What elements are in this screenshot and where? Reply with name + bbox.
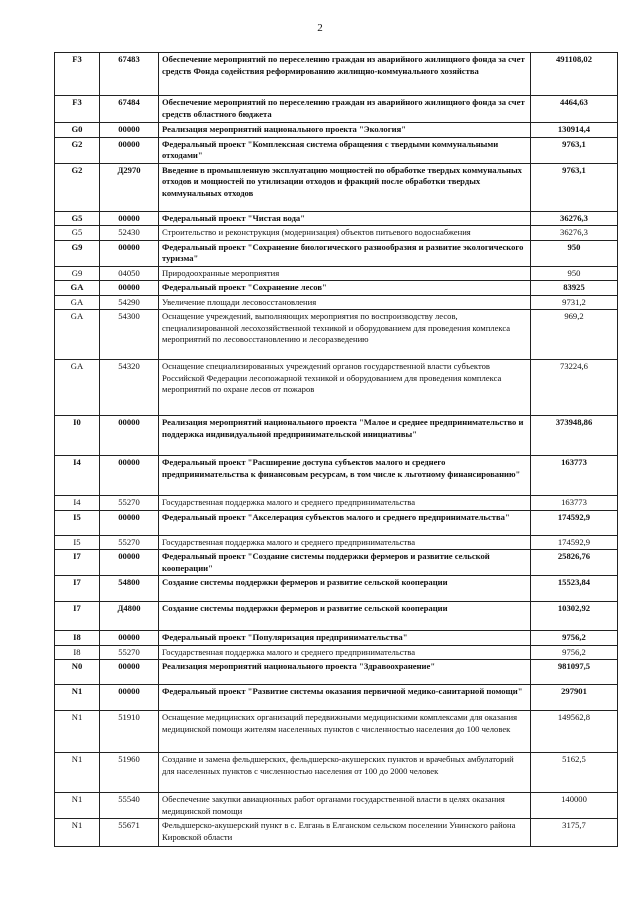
row-amount-cell: 15523,84 [531,576,618,602]
row-code-cell: G5 [55,226,100,241]
row-description-cell: Федеральный проект "Акселерация субъектов малого и среднего предпринимательства" [159,510,531,535]
row-description-cell: Государственная поддержка малого и среднего предпринимательства [159,496,531,511]
row-number-cell: 00000 [100,240,159,266]
row-description-cell: Федеральный проект "Сохранение лесов" [159,281,531,296]
row-number-cell: 00000 [100,416,159,456]
row-number-cell: 00000 [100,137,159,163]
row-code-cell: F3 [55,53,100,96]
row-number-cell: Д4800 [100,602,159,631]
table-row [55,53,618,96]
row-number-cell: 00000 [100,211,159,226]
row-code-cell: GA [55,281,100,296]
row-amount-cell: 9763,1 [531,137,618,163]
row-code-cell: I4 [55,456,100,496]
row-amount-cell: 149562,8 [531,711,618,753]
row-amount-cell: 491108,02 [531,53,618,96]
table-row [55,576,618,602]
row-amount-cell: 373948,86 [531,416,618,456]
row-amount-cell: 4464,63 [531,96,618,123]
row-number-cell: 00000 [100,660,159,685]
row-code-cell: I5 [55,510,100,535]
row-number-cell: Д2970 [100,163,159,211]
row-number-cell: 54290 [100,295,159,310]
row-description-cell: Государственная поддержка малого и среднего предпринимательства [159,535,531,550]
table-row [55,211,618,226]
row-amount-cell: 174592,9 [531,510,618,535]
row-amount-cell: 9731,2 [531,295,618,310]
table-row [55,645,618,660]
row-code-cell: G9 [55,266,100,281]
row-code-cell: N1 [55,793,100,819]
row-number-cell: 55671 [100,819,159,847]
row-number-cell: 51960 [100,753,159,793]
row-description-cell: Обеспечение закупки авиационных работ органами государственной власти в целях оказания медицинской помощи [159,793,531,819]
row-description-cell: Федеральный проект "Развитие системы оказания первичной медико-санитарной помощи" [159,685,531,711]
table-row [55,163,618,211]
row-description-cell: Реализация мероприятий национального проекта "Малое и среднее предпринимательство и поддержка индивидуальной предпринимательской инициативы" [159,416,531,456]
row-number-cell: 54800 [100,576,159,602]
row-amount-cell: 9756,2 [531,645,618,660]
row-amount-cell: 73224,6 [531,360,618,416]
row-amount-cell: 950 [531,266,618,281]
table-row [55,416,618,456]
row-code-cell: I7 [55,550,100,576]
row-description-cell: Создание системы поддержки фермеров и развитие сельской кооперации [159,576,531,602]
row-description-cell: Оснащение медицинских организаций передвижными медицинскими комплексами для оказания медицинской помощи жителям населенных пунктов с численностью населения до 100 человек [159,711,531,753]
row-description-cell: Федеральный проект "Расширение доступа субъектов малого и среднего предпринимательства к финансовым ресурсам, в том числе к льготному финансированию" [159,456,531,496]
table-row [55,793,618,819]
row-description-cell: Увеличение площади лесовосстановления [159,295,531,310]
row-description-cell: Введение в промышленную эксплуатацию мощностей по обработке твердых коммунальных отходов и мощностей по утилизации отходов и фракций после обработки твердых коммунальных отходов [159,163,531,211]
row-description-cell: Оснащение специализированных учреждений органов государственной власти субъектов Российской Федерации лесопожарной техникой и оборудованием для проведения комплекса мероприятий по охране лесов от пожаров [159,360,531,416]
row-amount-cell: 950 [531,240,618,266]
row-number-cell: 54320 [100,360,159,416]
table-row [55,535,618,550]
row-description-cell: Природоохранные мероприятия [159,266,531,281]
row-description-cell: Оснащение учреждений, выполняющих мероприятия по воспроизводству лесов, специализированной лесохозяйственной техникой и оборудованием для проведения комплекса мероприятий по лесовосстановлению и лесоразведению [159,310,531,360]
row-number-cell: 55270 [100,645,159,660]
row-amount-cell: 163773 [531,456,618,496]
row-number-cell: 67483 [100,53,159,96]
row-code-cell: GA [55,295,100,310]
budget-table-body [55,53,618,847]
row-code-cell: N0 [55,660,100,685]
row-number-cell: 00000 [100,123,159,138]
row-code-cell: I7 [55,602,100,631]
table-row [55,685,618,711]
row-code-cell: G2 [55,163,100,211]
row-code-cell: G0 [55,123,100,138]
table-row [55,123,618,138]
budget-table [54,52,618,847]
row-number-cell: 67484 [100,96,159,123]
row-number-cell: 00000 [100,456,159,496]
row-number-cell: 00000 [100,281,159,296]
row-number-cell: 52430 [100,226,159,241]
row-description-cell: Государственная поддержка малого и среднего предпринимательства [159,645,531,660]
row-code-cell: I0 [55,416,100,456]
row-number-cell: 51910 [100,711,159,753]
row-code-cell: F3 [55,96,100,123]
row-code-cell: I8 [55,631,100,646]
row-amount-cell: 140000 [531,793,618,819]
row-amount-cell: 36276,3 [531,211,618,226]
row-code-cell: I4 [55,496,100,511]
row-number-cell: 04050 [100,266,159,281]
table-row [55,510,618,535]
table-row [55,496,618,511]
row-number-cell: 54300 [100,310,159,360]
row-code-cell: N1 [55,685,100,711]
row-description-cell: Обеспечение мероприятий по переселению граждан из аварийного жилищного фонда за счет средств Фонда содействия реформированию жилищно-коммунального хозяйства [159,53,531,96]
page-number: 2 [317,22,323,34]
row-amount-cell: 83925 [531,281,618,296]
row-number-cell: 00000 [100,510,159,535]
table-row [55,711,618,753]
row-description-cell: Создание и замена фельдшерских, фельдшерско-акушерских пунктов и врачебных амбулаторий для населенных пунктов с численностью населения от 100 до 2000 человек [159,753,531,793]
row-number-cell: 55270 [100,496,159,511]
table-row [55,456,618,496]
row-description-cell: Федеральный проект "Сохранение биологического разнообразия и развитие экологического туризма" [159,240,531,266]
row-description-cell: Фельдшерско-акушерский пункт в с. Елгань в Елганском сельском поселении Унинского района Кировской области [159,819,531,847]
table-row [55,310,618,360]
table-row [55,266,618,281]
table-row [55,819,618,847]
row-code-cell: I7 [55,576,100,602]
table-row [55,550,618,576]
table-row [55,360,618,416]
row-code-cell: N1 [55,819,100,847]
row-description-cell: Обеспечение мероприятий по переселению граждан из аварийного жилищного фонда за счет средств областного бюджета [159,96,531,123]
row-amount-cell: 10302,92 [531,602,618,631]
row-number-cell: 55540 [100,793,159,819]
row-amount-cell: 174592,9 [531,535,618,550]
table-row [55,602,618,631]
row-code-cell: G5 [55,211,100,226]
row-amount-cell: 9756,2 [531,631,618,646]
table-row [55,226,618,241]
table-row [55,660,618,685]
row-amount-cell: 25826,76 [531,550,618,576]
row-amount-cell: 36276,3 [531,226,618,241]
row-amount-cell: 9763,1 [531,163,618,211]
row-description-cell: Федеральный проект "Комплексная система обращения с твердыми коммунальными отходами" [159,137,531,163]
row-description-cell: Федеральный проект "Чистая вода" [159,211,531,226]
row-number-cell: 00000 [100,631,159,646]
row-number-cell: 00000 [100,550,159,576]
row-number-cell: 55270 [100,535,159,550]
row-description-cell: Реализация мероприятий национального проекта "Экология" [159,123,531,138]
row-number-cell: 00000 [100,685,159,711]
table-row [55,240,618,266]
row-code-cell: I5 [55,535,100,550]
row-description-cell: Федеральный проект "Создание системы поддержки фермеров и развитие сельской кооперации" [159,550,531,576]
table-row [55,753,618,793]
row-amount-cell: 981097,5 [531,660,618,685]
row-code-cell: GA [55,360,100,416]
row-code-cell: GA [55,310,100,360]
table-row [55,631,618,646]
row-code-cell: N1 [55,753,100,793]
row-amount-cell: 5162,5 [531,753,618,793]
row-amount-cell: 969,2 [531,310,618,360]
table-row [55,96,618,123]
row-description-cell: Федеральный проект "Популяризация предпринимательства" [159,631,531,646]
row-description-cell: Строительство и реконструкция (модернизация) объектов питьевого водоснабжения [159,226,531,241]
table-row [55,281,618,296]
row-code-cell: G9 [55,240,100,266]
table-row [55,137,618,163]
row-code-cell: G2 [55,137,100,163]
row-amount-cell: 297901 [531,685,618,711]
row-amount-cell: 163773 [531,496,618,511]
row-description-cell: Реализация мероприятий национального проекта "Здравоохранение" [159,660,531,685]
row-amount-cell: 3175,7 [531,819,618,847]
row-code-cell: N1 [55,711,100,753]
row-code-cell: I8 [55,645,100,660]
table-row [55,295,618,310]
row-description-cell: Создание системы поддержки фермеров и развитие сельской кооперации [159,602,531,631]
row-amount-cell: 130914,4 [531,123,618,138]
